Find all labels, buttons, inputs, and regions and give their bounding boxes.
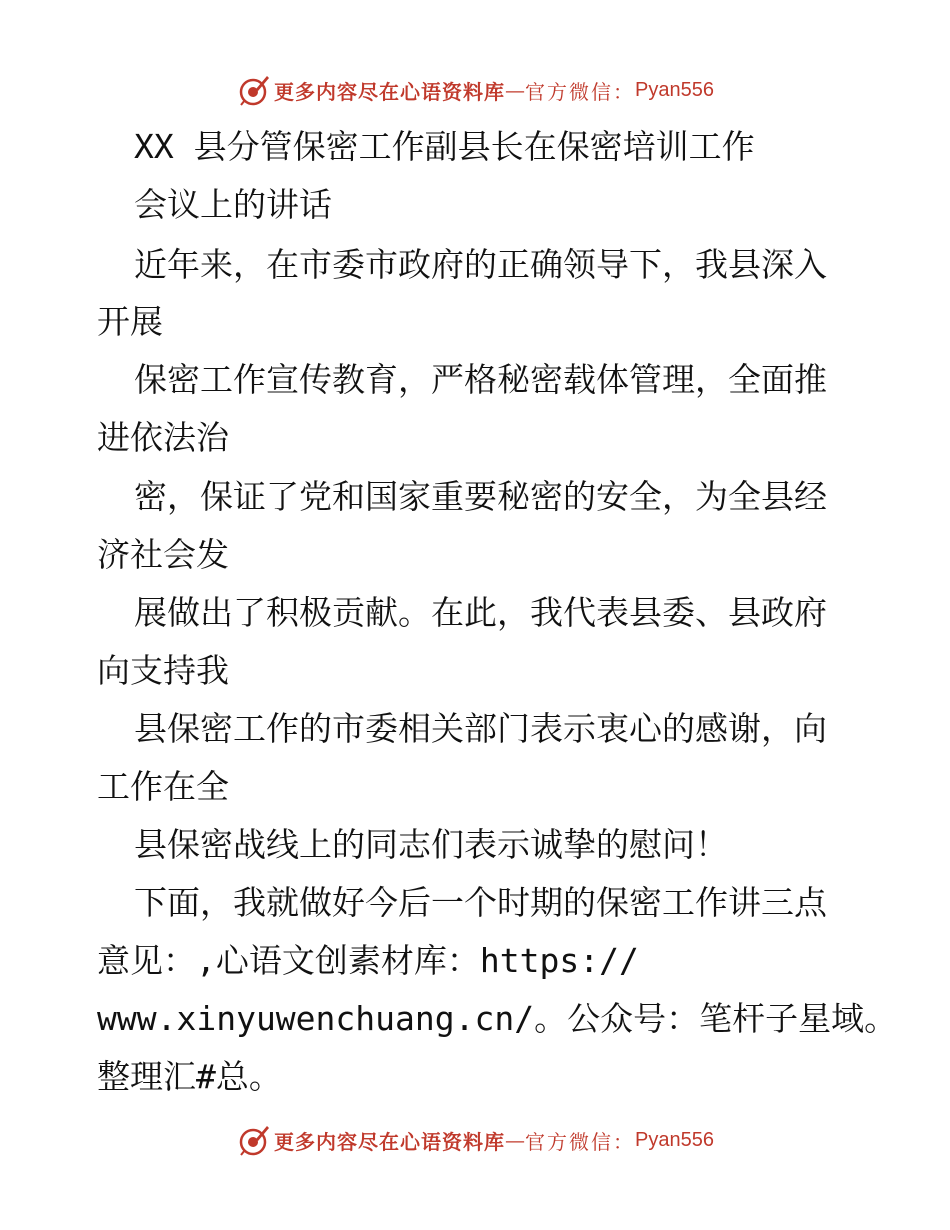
doc-text-line: 县保密战线上的同志们表示诚挚的慰问！ — [134, 825, 728, 864]
doc-text-line: 近年来，在市委市政府的正确领导下，我县深入 — [134, 245, 827, 284]
quill-pen-logo-icon — [236, 73, 270, 107]
watermark-banner-bottom — [0, 1120, 950, 1160]
doc-text-line: 开展 — [97, 302, 163, 341]
watermark-handle: Pyan556 — [635, 78, 714, 101]
doc-text-line: 济社会发 — [97, 535, 229, 574]
quill-pen-logo-icon — [236, 1123, 270, 1157]
watermark-brand: 更多内容尽在心语资料库 — [274, 1129, 506, 1154]
watermark-separator: — — [505, 78, 526, 102]
doc-text-line: 展做出了积极贡献。在此，我代表县委、县政府 — [134, 593, 827, 632]
doc-text-line: 进依法治 — [97, 418, 229, 457]
doc-text-line: 密，保证了党和国家重要秘密的安全，为全县经 — [134, 477, 827, 516]
watermark-brand: 更多内容尽在心语资料库 — [274, 79, 506, 104]
doc-text-line: www.xinyuwenchuang.cn/。公众号：笔杆子星域。 — [97, 999, 898, 1038]
doc-title-line-2: 会议上的讲话 — [134, 185, 332, 224]
doc-text-line: 保密工作宣传教育，严格秘密载体管理，全面推 — [134, 360, 827, 399]
watermark-separator: — — [505, 1128, 526, 1152]
doc-text-line: 意见：,心语文创素材库：https:// — [97, 941, 639, 980]
doc-text-line: 县保密工作的市委相关部门表示衷心的感谢，向 — [134, 709, 827, 748]
watermark-wechat-label: 官方微信： — [525, 1129, 636, 1154]
doc-text-line: 工作在全 — [97, 767, 229, 806]
doc-text-line: 下面，我就做好今后一个时期的保密工作讲三点 — [134, 883, 827, 922]
doc-text-line: 向支持我 — [97, 651, 229, 690]
watermark-banner-top — [0, 70, 950, 110]
doc-title-line-1: XX 县分管保密工作副县长在保密培训工作 — [134, 127, 755, 166]
doc-text-line: 整理汇#总。 — [97, 1057, 282, 1096]
watermark-handle: Pyan556 — [635, 1128, 714, 1151]
watermark-wechat-label: 官方微信： — [525, 79, 636, 104]
